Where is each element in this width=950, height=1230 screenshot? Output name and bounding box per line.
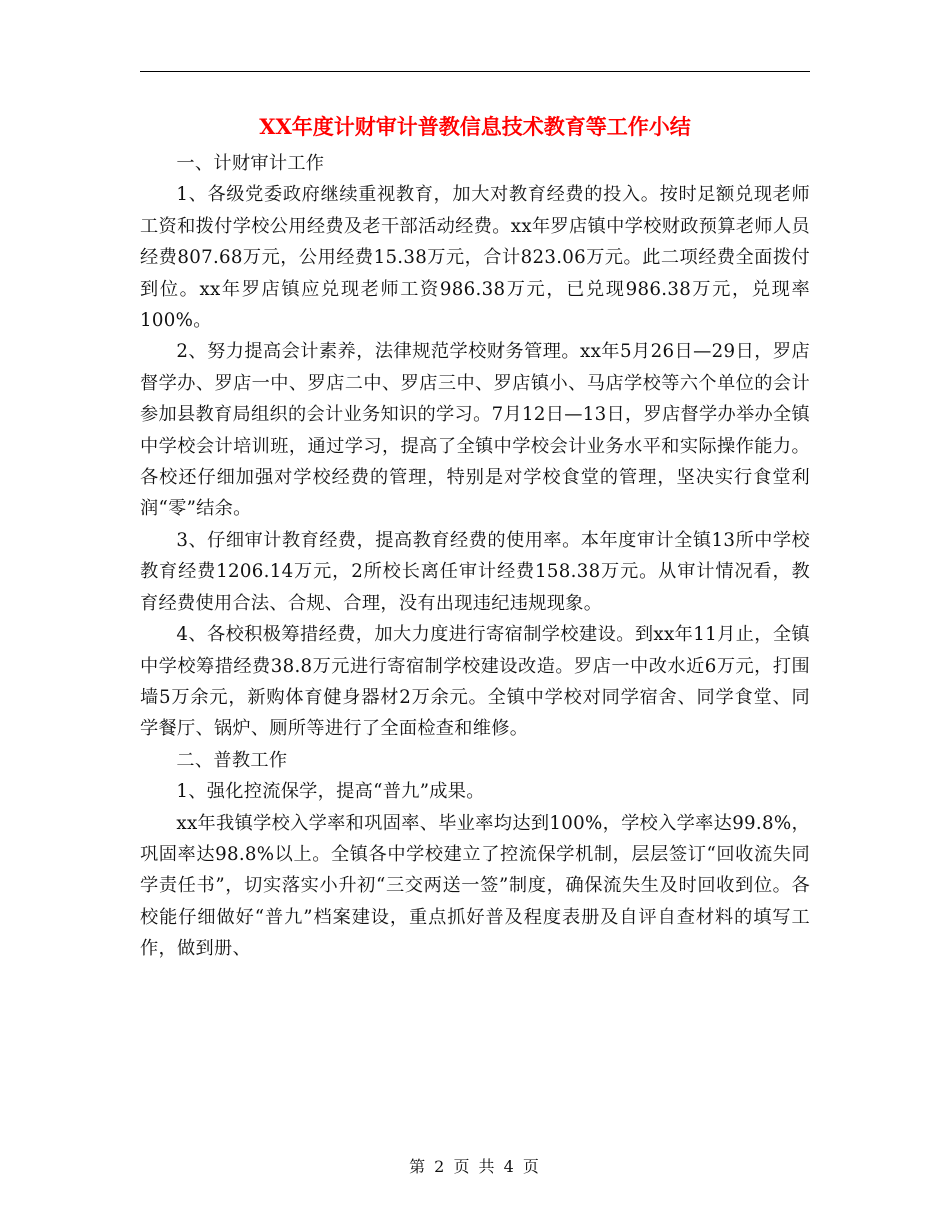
header-rule — [140, 71, 810, 72]
paragraph-enrollment: xx年我镇学校入学率和巩固率、毕业率均达到100%，学校入学率达99.8%，巩固率达98.8%以上。全镇各中学校建立了控流保学机制，层层签订“回收流失同学责任书”，切实落实小升初“三交两送一签”制度，确保流失生及时回收到位。各校能仔细做好“普九”档案建设，重点抓好普及程度表册及自评自查材料的填写工作，做到册、 — [140, 812, 810, 960]
page-number: 第 2 页 共 4 页 — [409, 1157, 541, 1176]
paragraph-audit: 3、仔细审计教育经费，提高教育经费的使用率。本年度审计全镇13所中学校教育经费1206.14万元，2所校长离任审计经费158.38万元。从审计情况看，教育经费使用合法、合规、合理，没有出现违纪违规现象。 — [140, 529, 810, 614]
paragraph-funding: 1、各级党委政府继续重视教育，加大对教育经费的投入。按时足额兑现老师工资和拨付学校公用经费及老干部活动经费。xx年罗店镇中学校财政预算老师人员经费807.68万元，公用经费15.38万元，合计823.06万元。此二项经费全面拨付到位。xx年罗店镇应兑现老师工资986.38万元，已兑现986.38万元，兑现率100%。 — [140, 184, 810, 332]
paragraph-boarding: 4、各校积极筹措经费，加大力度进行寄宿制学校建设。到xx年11月止，全镇中学校筹措经费38.8万元进行寄宿制学校建设改造。罗店一中改水近6万元，打围墙5万余元，新购体育健身器材2万余元。全镇中学校对同学宿舍、同学食堂、同学餐厅、锅炉、厕所等进行了全面检查和维修。 — [140, 624, 810, 740]
document-body — [140, 148, 810, 965]
subheading-retention: 1、强化控流保学，提高“普九”成果。 — [176, 781, 485, 803]
paragraph-accounting: 2、努力提高会计素养，法律规范学校财务管理。xx年5月26日—29日，罗店督学办、罗店一中、罗店二中、罗店三中、罗店镇小、马店学校等六个单位的会计参加县教育局组织的会计业务知识的学习。7月12日—13日，罗店督学办举办全镇中学校会计培训班，通过学习，提高了全镇中学校会计业务水平和实际操作能力。各校还仔细加强对学校经费的管理，特别是对学校食堂的管理，坚决实行食堂利润“零”结余。 — [140, 341, 810, 520]
section-heading-general-education: 二、普教工作 — [176, 749, 288, 771]
section-heading-finance: 一、计财审计工作 — [176, 153, 325, 174]
document-title: XX年度计财审计普教信息技术教育等工作小结 — [259, 114, 691, 139]
